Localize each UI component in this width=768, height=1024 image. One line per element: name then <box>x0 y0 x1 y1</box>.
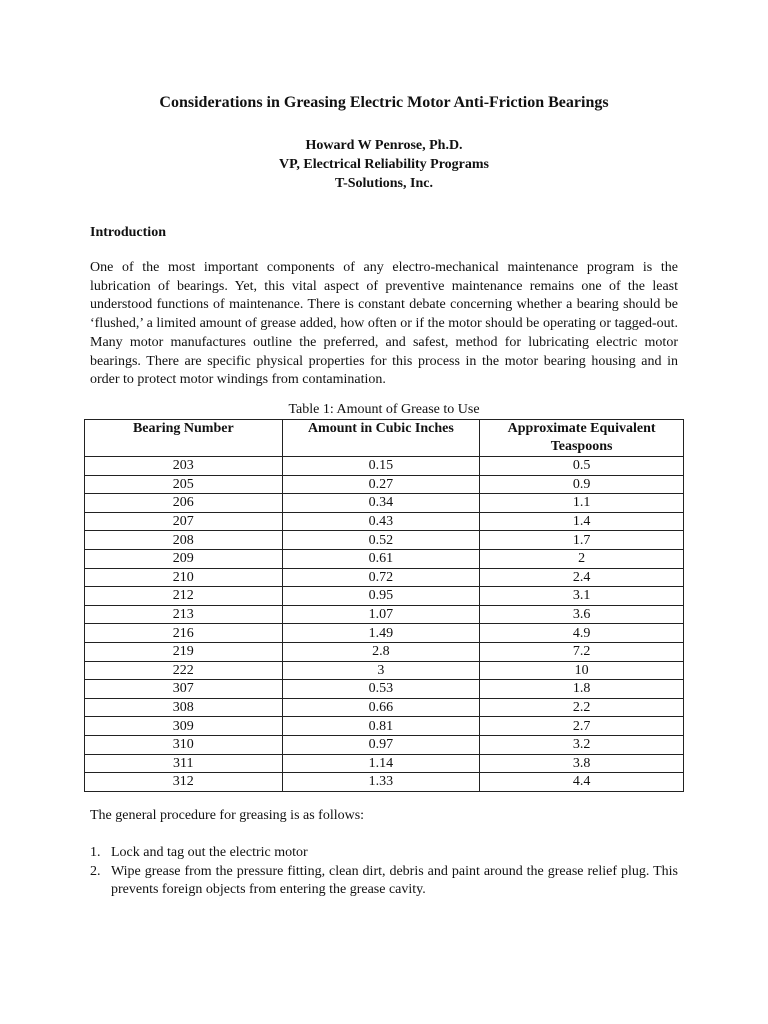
cell-teaspoons: 0.5 <box>480 457 684 476</box>
cell-bearing-number: 207 <box>85 512 283 531</box>
cell-cubic-inches: 0.95 <box>282 587 480 606</box>
list-number: 2. <box>90 863 101 879</box>
cell-teaspoons: 7.2 <box>480 642 684 661</box>
cell-bearing-number: 212 <box>85 587 283 606</box>
cell-cubic-inches: 0.34 <box>282 494 480 513</box>
cell-cubic-inches: 0.43 <box>282 512 480 531</box>
cell-bearing-number: 308 <box>85 698 283 717</box>
cell-bearing-number: 213 <box>85 605 283 624</box>
table-row <box>85 717 684 736</box>
cell-teaspoons: 4.4 <box>480 773 684 792</box>
header-teaspoons: Approximate Equivalent Teaspoons <box>480 420 684 457</box>
cell-bearing-number: 311 <box>85 754 283 773</box>
header-bearing-number: Bearing Number <box>85 420 283 457</box>
author-position: VP, Electrical Reliability Programs <box>279 157 489 172</box>
table-row <box>85 568 684 587</box>
cell-bearing-number: 205 <box>85 475 283 494</box>
document-title: Considerations in Greasing Electric Motor Anti-Friction Bearings <box>159 94 609 111</box>
cell-bearing-number: 310 <box>85 735 283 754</box>
header-cubic-inches: Amount in Cubic Inches <box>282 420 480 457</box>
cell-cubic-inches: 1.49 <box>282 624 480 643</box>
table-row <box>85 605 684 624</box>
cell-bearing-number: 216 <box>85 624 283 643</box>
table-row <box>85 754 684 773</box>
table-row <box>85 624 684 643</box>
list-number: 1. <box>90 845 101 860</box>
procedure-intro: The general procedure for greasing is as follows: <box>90 808 365 823</box>
cell-bearing-number: 209 <box>85 549 283 568</box>
cell-cubic-inches: 1.07 <box>282 605 480 624</box>
table-caption: Table 1: Amount of Grease to Use <box>288 402 480 417</box>
cell-bearing-number: 206 <box>85 494 283 513</box>
author-company: T-Solutions, Inc. <box>335 176 433 191</box>
table-body <box>85 457 684 792</box>
cell-cubic-inches: 2.8 <box>282 642 480 661</box>
cell-teaspoons: 3.6 <box>480 605 684 624</box>
table-row <box>85 735 684 754</box>
cell-teaspoons: 3.2 <box>480 735 684 754</box>
list-item <box>90 844 678 863</box>
cell-cubic-inches: 0.53 <box>282 680 480 699</box>
table-row <box>85 512 684 531</box>
introduction-paragraph: One of the most important components of any electro-mechanical maintenance program is the lubrication of bearings. Yet, this vital aspect of preventive maintenance remains one of the least understood functions of maintenance. There is constant debate concerning whether a bearing should be ‘flushed,’ a limited amount of grease added, how often or if the motor should be operating or tagged-out. Many motor manufactures outline the preferred, and safest, method for lubricating electric motor bearings. There are specific physical properties for this process in the motor bearing housing and in order to protect motor windings from contamination. <box>90 260 678 388</box>
cell-cubic-inches: 1.14 <box>282 754 480 773</box>
cell-teaspoons: 1.8 <box>480 680 684 699</box>
table-row <box>85 773 684 792</box>
cell-bearing-number: 219 <box>85 642 283 661</box>
cell-teaspoons: 3.1 <box>480 587 684 606</box>
cell-cubic-inches: 0.52 <box>282 531 480 550</box>
cell-bearing-number: 203 <box>85 457 283 476</box>
introduction-heading: Introduction <box>90 225 166 240</box>
table-row <box>85 642 684 661</box>
cell-teaspoons: 1.1 <box>480 494 684 513</box>
table-row <box>85 531 684 550</box>
cell-cubic-inches: 0.72 <box>282 568 480 587</box>
cell-teaspoons: 2.4 <box>480 568 684 587</box>
cell-bearing-number: 309 <box>85 717 283 736</box>
table-row <box>85 661 684 680</box>
cell-bearing-number: 210 <box>85 568 283 587</box>
cell-teaspoons: 0.9 <box>480 475 684 494</box>
table-row <box>85 549 684 568</box>
cell-cubic-inches: 0.61 <box>282 549 480 568</box>
cell-teaspoons: 2.7 <box>480 717 684 736</box>
table-header-row <box>85 420 684 457</box>
list-text: Lock and tag out the electric motor <box>111 845 308 860</box>
cell-cubic-inches: 0.27 <box>282 475 480 494</box>
cell-teaspoons: 2.2 <box>480 698 684 717</box>
table-row <box>85 587 684 606</box>
cell-cubic-inches: 0.97 <box>282 735 480 754</box>
cell-bearing-number: 222 <box>85 661 283 680</box>
cell-cubic-inches: 0.66 <box>282 698 480 717</box>
cell-teaspoons: 3.8 <box>480 754 684 773</box>
cell-cubic-inches: 1.33 <box>282 773 480 792</box>
cell-bearing-number: 307 <box>85 680 283 699</box>
grease-amount-table <box>84 419 684 792</box>
author-name: Howard W Penrose, Ph.D. <box>305 138 463 153</box>
table-row <box>85 494 684 513</box>
list-item <box>90 863 678 900</box>
cell-bearing-number: 208 <box>85 531 283 550</box>
cell-teaspoons: 1.7 <box>480 531 684 550</box>
table-row <box>85 680 684 699</box>
cell-teaspoons: 1.4 <box>480 512 684 531</box>
cell-teaspoons: 2 <box>480 549 684 568</box>
procedure-list <box>90 844 678 900</box>
cell-cubic-inches: 3 <box>282 661 480 680</box>
table-row <box>85 457 684 476</box>
cell-cubic-inches: 0.15 <box>282 457 480 476</box>
cell-cubic-inches: 0.81 <box>282 717 480 736</box>
list-text: Wipe grease from the pressure fitting, clean dirt, debris and paint around the grease relief plug. This prevents foreign objects from entering the grease cavity. <box>111 863 678 897</box>
table-row <box>85 698 684 717</box>
table-row <box>85 475 684 494</box>
cell-bearing-number: 312 <box>85 773 283 792</box>
author-block <box>0 136 768 193</box>
cell-teaspoons: 10 <box>480 661 684 680</box>
cell-teaspoons: 4.9 <box>480 624 684 643</box>
